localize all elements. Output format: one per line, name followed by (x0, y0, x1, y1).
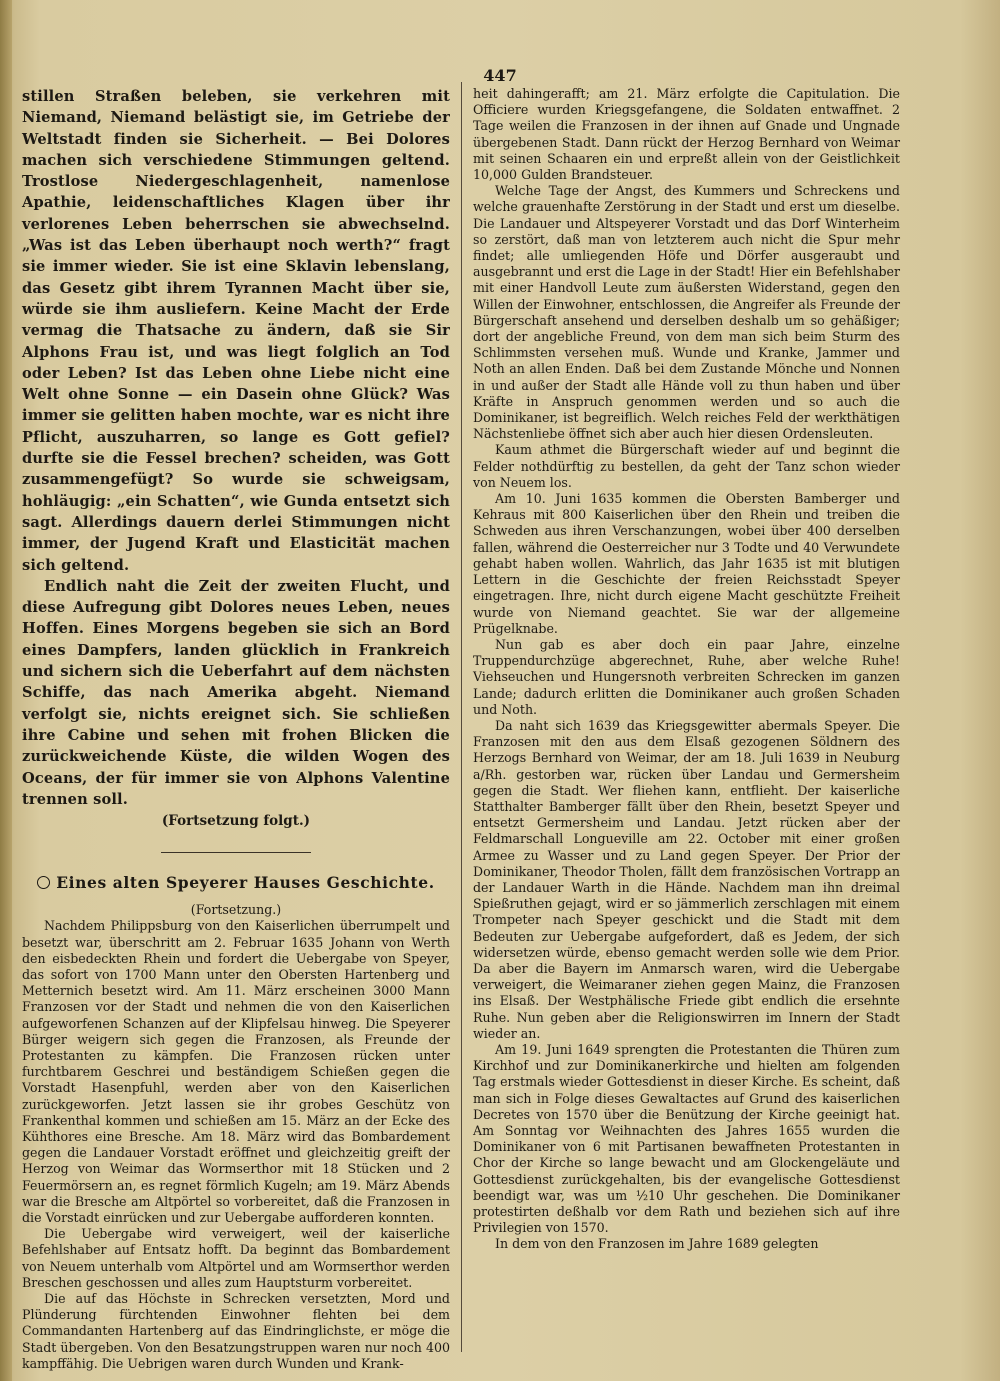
left-column (22, 86, 450, 1371)
serial-story (22, 86, 450, 830)
article-subtitle: (Fortsetzung.) (190, 902, 282, 918)
article-paragraph: Welche Tage der Angst, des Kummers und Schreckens und welche grauenhafte Zerstörung in der Stadt und erst um dieselbe. Die Landauer und Altspeyerer Vorstadt und das Dorf Winterheim so zerstört, daß man von letzterem auch nicht die Spur mehr findet; alle umliegenden Höfe und Dörfer ausgeraubt und ausgebrannt und erst die Lage in der Stadt! Hier ein Befehlshaber mit einer Handvoll Leute zum äußersten Widerstand, gegen den Willen der Einwohner, entschlossen, die Angreifer als Freunde der Bürgerschaft ansehend und derselben deshalb um so gehäßiger; dort der angebliche Freund, von dem man sich beim Sturm des Schlimmsten versehen muß. Wunde und Kranke, Jammer und Noth an allen Enden. Daß bei dem Zustande Mönche und Nonnen in und außer der Stadt alle Hände voll zu thun haben und über Kräfte in Anspruch genommen werden und so auch die Dominikaner, ist begreiflich. Welch reiches Feld der werkthätigen Nächstenliebe öffnet sich aber auch hier diesen Ordensleuten. (473, 183, 900, 442)
article-paragraph: Die auf das Höchste in Schrecken versetzten, Mord und Plünderung fürchtenden Einwohner flehten bei dem Commandanten Hartenberg auf das Eindringlichste, er möge die Stadt übergeben. Von den Besatzungstruppen waren nur noch 400 kampffähig. Die Uebrigen waren durch Wunden und Krank- (22, 1290, 450, 1371)
article-paragraph: Da naht sich 1639 das Kriegsgewitter abermals Speyer. Die Franzosen mit den aus dem Elsaß gezogenen Söldnern des Herzogs Bernhard von Weimar, der am 18. Juli 1639 in Neuburg a/Rh. gestorben war, rücken über Landau und Germersheim gegen die Stadt. Wer fliehen kann, entflieht. Der kaiserliche Statthalter Bamberger fällt über den Rhein, besetzt Speyer und entsetzt Germersheim und Landau. Jetzt rücken aber der Feldmarschall Longueville am 22. October mit einer großen Armee zu Wasser und zu Land gegen Speyer. Der Prior der Dominikaner, Theodor Tholen, fällt dem französischen Vortrapp an der Landauer Warth in die Hände. Nachdem man ihn dreimal Spießruthen gejagt, wird er so jämmerlich zerschlagen mit einem Trompeter nach Speyer geschickt und die Stadt mit dem Bedeuten zur Uebergabe aufgefordert, daß es Jedem, der sich widersetzen würde, ebenso gemacht werden solle wie dem Prior. Da aber die Bayern im Anmarsch waren, wird die Uebergabe verweigert, die Weimaraner ziehen gegen Mainz, die Franzosen ins Elsaß. Der Westphälische Friede gibt endlich die ersehnte Ruhe. Nun geben aber die Religionswirren im Innern der Stadt wieder an. (473, 717, 900, 1041)
article-paragraph: heit dahingerafft; am 21. März erfolgte die Capitulation. Die Officiere wurden Kriegsgefangene, die Soldaten entwaffnet. 2 Tage weilen die Franzosen in der ihnen auf Gnade und Ungnade übergebenen Stadt. Dann rückt der Herzog Bernhard von Weimar mit seinen Schaaren ein und erpreßt allein von der Geistlichkeit 10,000 Gulden Brandsteuer. (473, 86, 900, 183)
circle-ornament-icon (37, 876, 50, 889)
article-title (22, 873, 450, 892)
section-divider (161, 852, 311, 853)
article-paragraph: In dem von den Franzosen im Jahre 1689 gelegten (495, 1236, 819, 1252)
page-number: 447 (483, 66, 517, 85)
column-divider (461, 82, 462, 1352)
article-paragraph: Kaum athmet die Bürgerschaft wieder auf und beginnt die Felder nothdürftig zu bestellen, da geht der Tanz schon wieder von Neuem los. (473, 442, 900, 490)
article-paragraph: Nachdem Philippsburg von den Kaiserlichen überrumpelt und besetzt war, überschritt am 2. Februar 1635 Johann von Werth den eisbedeckten Rhein und fordert die Uebergabe von Speyer, das sofort von 1700 Mann unter den Obersten Hartenberg und Metternich besetzt wird. Am 11. März erscheinen 3000 Mann Franzosen vor der Stadt und nehmen die von den Kaiserlichen aufgeworfenen Schanzen auf der Klipfelsau hinweg. Die Speyerer Bürger weigern sich gegen die Franzosen, als Freunde der Protestanten zu kämpfen. Die Franzosen rücken unter furchtbarem Geschrei und beständigem Schießen gegen die Vorstadt Hasenpfuhl, werden aber von den Kaiserlichen zurückgeworfen. Jetzt lassen sie ihr grobes Geschütz von Frankenthal kommen und schießen am 15. März an der Ecke des Kühthores eine Bresche. Am 18. März wird das Bombardement gegen die Landauer Vorstadt eröffnet und gleichzeitig greift der Herzog von Weimar das Wormserthor mit 18 Stücken und 2 Feuermörsern an, es regnet förmlich Kugeln; am 19. März Abends war die Bresche am Altpörtel so vorbereitet, daß die Franzosen in die Vorstadt einrücken und zur Uebergabe aufforderen konnten. (22, 918, 450, 1225)
article-paragraph: Nun gab es aber doch ein paar Jahre, einzelne Truppendurchzüge abgerechnet, Ruhe, aber welche Ruhe! Viehseuchen und Hungersnoth verbreiten Schrecken im ganzen Lande; dadurch erlitten die Dominikaner auch großen Schaden und Noth. (473, 636, 900, 717)
story-continued-note: (Fortsetzung folgt.) (161, 813, 311, 830)
history-article (22, 873, 450, 1372)
right-column (473, 86, 900, 1356)
story-paragraph: stillen Straßen beleben, sie verkehren mit Niemand, Niemand belästigt sie, im Getriebe der Weltstadt finden sie Sicherheit. — Bei Dolores machen sich verschiedene Stimmungen geltend. Trostlose Niedergeschlagenheit, namenlose Apathie, leidenschaftliches Klagen über ihr verlorenes Leben beherrschen sie abwechselnd. „Was ist das Leben überhaupt noch werth?“ fragt sie immer wieder. Sie ist eine Sklavin lebenslang, das Gesetz gibt ihrem Tyrannen Macht über sie, würde sie ihm ausliefern. Keine Macht der Erde vermag die Thatsache zu ändern, daß sie Sir Alphons Frau ist, und was liegt folglich an Tod oder Leben? Ist das Leben ohne Liebe nicht eine Welt ohne Sonne — ein Dasein ohne Glück? Was immer sie gelitten haben mochte, war es nicht ihre Pflicht, auszuharren, so lange es Gott gefiel? durfte sie die Fessel brechen? scheiden, was Gott zusammengefügt? So wurde sie schweigsam, hohläugig: „ein Schatten“, wie Gunda entsetzt sich sagt. Allerdings dauern derlei Stimmungen nicht immer, der Jugend Kraft und Elasticität machen sich geltend. (22, 88, 450, 574)
article-paragraph: Am 10. Juni 1635 kommen die Obersten Bamberger und Kehraus mit 800 Kaiserlichen über den Rhein und treiben die Schweden aus ihren Verschanzungen, wobei über 400 derselben fallen, während die Oesterreicher nur 3 Todte und 40 Verwundete gehabt haben wollen. Wahrlich, das Jahr 1635 ist mit blutigen Lettern in die Geschichte der freien Reichsstadt Speyer eingetragen. Ihre, nicht durch eigene Macht geschützte Freiheit wurde von Niemand geachtet. Sie war der allgemeine Prügelknabe. (473, 491, 900, 636)
story-paragraph: Endlich naht die Zeit der zweiten Flucht, und diese Aufregung gibt Dolores neues Leben, neues Hoffen. Eines Morgens begeben sie sich an Bord eines Dampfers, landen glücklich in Frankreich und sichern sich die Ueberfahrt auf dem nächsten Schiffe, das nach Amerika abgeht. Niemand verfolgt sie, nichts ereignet sich. Sie schließen ihre Cabine und sehen mit frohen Blicken die zurückweichende Küste, die wilden Wogen des Oceans, der für immer sie von Alphons Valentine trennen soll. (22, 577, 450, 808)
article-paragraph: Die Uebergabe wird verweigert, weil der kaiserliche Befehlshaber auf Entsatz hofft. Da beginnt das Bombardement von Neuem unterhalb vom Altpörtel und am Wormserthor werden Breschen geschossen und alles zum Hauptsturm vorbereitet. (22, 1226, 450, 1290)
binding-edge (0, 0, 12, 1381)
article-title-text: Eines alten Speyerer Hauses Geschichte. (56, 873, 435, 893)
article-paragraph: Am 19. Juni 1649 sprengten die Protestanten die Thüren zum Kirchhof und zur Dominikanerkirche und hielten am folgenden Tag erstmals wieder Gottesdienst in dieser Kirche. Es scheint, daß man sich in Folge dieses Gewaltactes auf Grund des kaiserlichen Decretes von 1570 über die Benützung der Kirche geeinigt hat. Am Sonntag vor Weihnachten des Jahres 1655 wurden die Dominikaner von 6 mit Partisanen bewaffneten Protestanten in Chor der Kirche so lange bewacht und am Glockengeläute und Gottesdienst zurückgehalten, bis der evangelische Gottesdienst beendigt war, was um ½10 Uhr geschehen. Die Dominikaner protestirten deßhalb vor dem Rath und beziehen sich auf ihre Privilegien von 1570. (473, 1041, 900, 1236)
